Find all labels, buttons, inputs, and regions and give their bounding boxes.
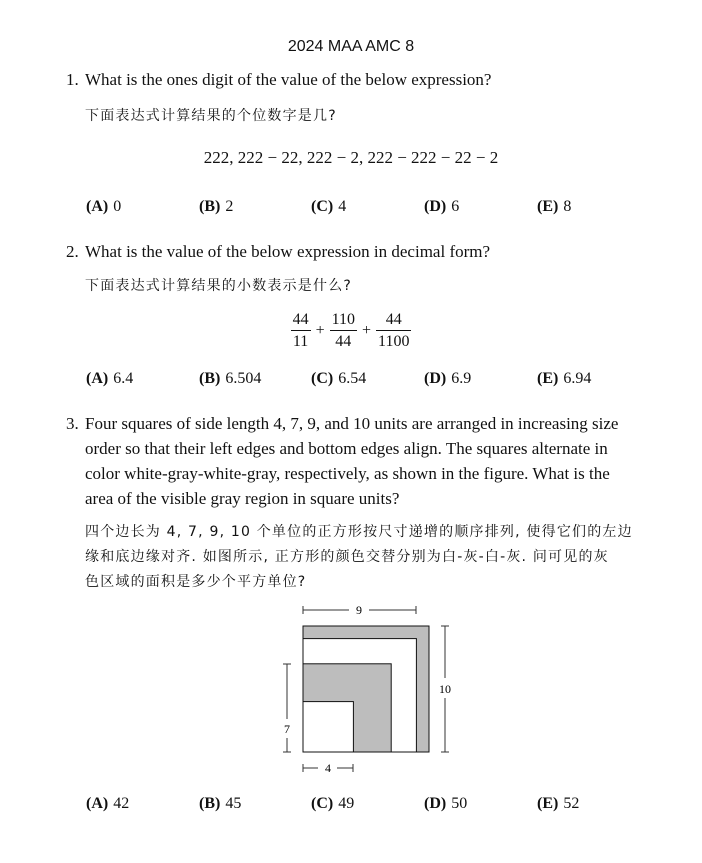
choice-value: 2 — [225, 198, 234, 215]
choice-label: (D) — [424, 795, 447, 812]
question-1-expression: 222, 222 − 22, 222 − 2, 222 − 222 − 22 − 2 — [203, 148, 499, 167]
q2-choice-d[interactable] — [424, 370, 471, 388]
q1-choice-d[interactable] — [424, 198, 459, 216]
q3-choice-b[interactable] — [199, 795, 241, 813]
label-right: 10 — [439, 682, 451, 696]
choice-value: 45 — [225, 795, 242, 812]
q1-choice-c[interactable] — [311, 198, 346, 216]
question-2-expression — [0, 309, 702, 352]
text-line: 四个边长为 4, 7, 9, 10 个单位的正方形按尺寸递增的顺序排列, 使得它们的左边 — [85, 524, 633, 540]
plus-sign: + — [315, 321, 325, 339]
fraction-2 — [330, 309, 357, 352]
choice-value: 6 — [451, 198, 460, 215]
choice-value: 6.9 — [451, 370, 472, 387]
q2-choice-b[interactable] — [199, 370, 261, 388]
label-left: 7 — [284, 722, 290, 736]
choice-label: (A) — [86, 370, 109, 387]
choice-label: (B) — [199, 370, 221, 387]
text-line: order so that their left edges and bottom edges align. The squares alternate in — [85, 439, 608, 458]
q1-choice-b[interactable] — [199, 198, 233, 216]
question-number: 3. — [66, 414, 79, 433]
label-bottom: 4 — [325, 761, 331, 775]
choice-value: 8 — [563, 198, 572, 215]
question-3-chinese — [85, 520, 655, 595]
denominator: 11 — [292, 333, 309, 350]
choice-label: (A) — [86, 198, 109, 215]
squares-figure — [276, 598, 466, 778]
choice-label: (D) — [424, 198, 447, 215]
fraction-3 — [376, 309, 411, 352]
question-2 — [66, 239, 490, 264]
question-2-chinese: 下面表达式计算结果的小数表示是什么? — [85, 278, 353, 294]
choice-value: 52 — [563, 795, 580, 812]
numerator: 110 — [330, 309, 357, 331]
page-title: 2024 MAA AMC 8 — [287, 38, 415, 55]
q2-choice-c[interactable] — [311, 370, 366, 388]
question-3-number-line — [66, 411, 85, 436]
question-number: 2. — [66, 242, 79, 261]
choice-value: 42 — [113, 795, 130, 812]
choice-label: (E) — [537, 370, 559, 387]
question-1 — [66, 67, 491, 92]
label-top: 9 — [356, 603, 362, 617]
choice-value: 6.4 — [113, 370, 134, 387]
choice-label: (C) — [311, 370, 334, 387]
square-side-4 — [303, 702, 353, 752]
plus-sign: + — [362, 321, 372, 339]
dimension-left — [283, 664, 291, 752]
question-text: What is the value of the below expression in decimal form? — [85, 242, 491, 261]
choice-label: (C) — [311, 198, 334, 215]
denominator: 44 — [335, 333, 352, 350]
text-line: 缘和底边缘对齐. 如图所示, 正方形的颜色交替分别为白-灰-白-灰. 问可见的灰 — [85, 549, 609, 565]
text-line: area of the visible gray region in square units? — [85, 489, 400, 508]
choice-value: 49 — [338, 795, 355, 812]
q1-choice-e[interactable] — [537, 198, 571, 216]
choice-value: 6.54 — [338, 370, 367, 387]
question-number: 1. — [66, 70, 79, 89]
squares-layer — [303, 626, 429, 752]
choice-label: (B) — [199, 795, 221, 812]
q3-choice-a[interactable] — [86, 795, 129, 813]
text-line: color white-gray-white-gray, respectively, as shown in the figure. What is the — [85, 464, 610, 483]
q3-choice-d[interactable] — [424, 795, 467, 813]
question-text: What is the ones digit of the value of the below expression? — [85, 70, 492, 89]
choice-value: 4 — [338, 198, 347, 215]
choice-value: 50 — [451, 795, 468, 812]
question-3-text — [85, 411, 650, 511]
denominator: 1100 — [378, 333, 410, 350]
question-1-chinese: 下面表达式计算结果的个位数字是几? — [85, 108, 337, 124]
choice-label: (B) — [199, 198, 221, 215]
text-line: Four squares of side length 4, 7, 9, and 10 units are arranged in increasing size — [85, 414, 619, 433]
text-line: 色区域的面积是多少个平方单位? — [85, 574, 307, 590]
fraction-1 — [291, 309, 311, 352]
choice-label: (C) — [311, 795, 334, 812]
q3-choice-c[interactable] — [311, 795, 354, 813]
numerator: 44 — [376, 309, 411, 331]
choice-label: (E) — [537, 795, 559, 812]
choice-value: 6.504 — [225, 370, 262, 387]
choice-value: 6.94 — [563, 370, 592, 387]
choice-value: 0 — [113, 198, 122, 215]
numerator: 44 — [291, 309, 311, 331]
choice-label: (E) — [537, 198, 559, 215]
q1-choice-a[interactable] — [86, 198, 121, 216]
q2-choice-e[interactable] — [537, 370, 591, 388]
q3-choice-e[interactable] — [537, 795, 579, 813]
choice-label: (A) — [86, 795, 109, 812]
q2-choice-a[interactable] — [86, 370, 133, 388]
choice-label: (D) — [424, 370, 447, 387]
